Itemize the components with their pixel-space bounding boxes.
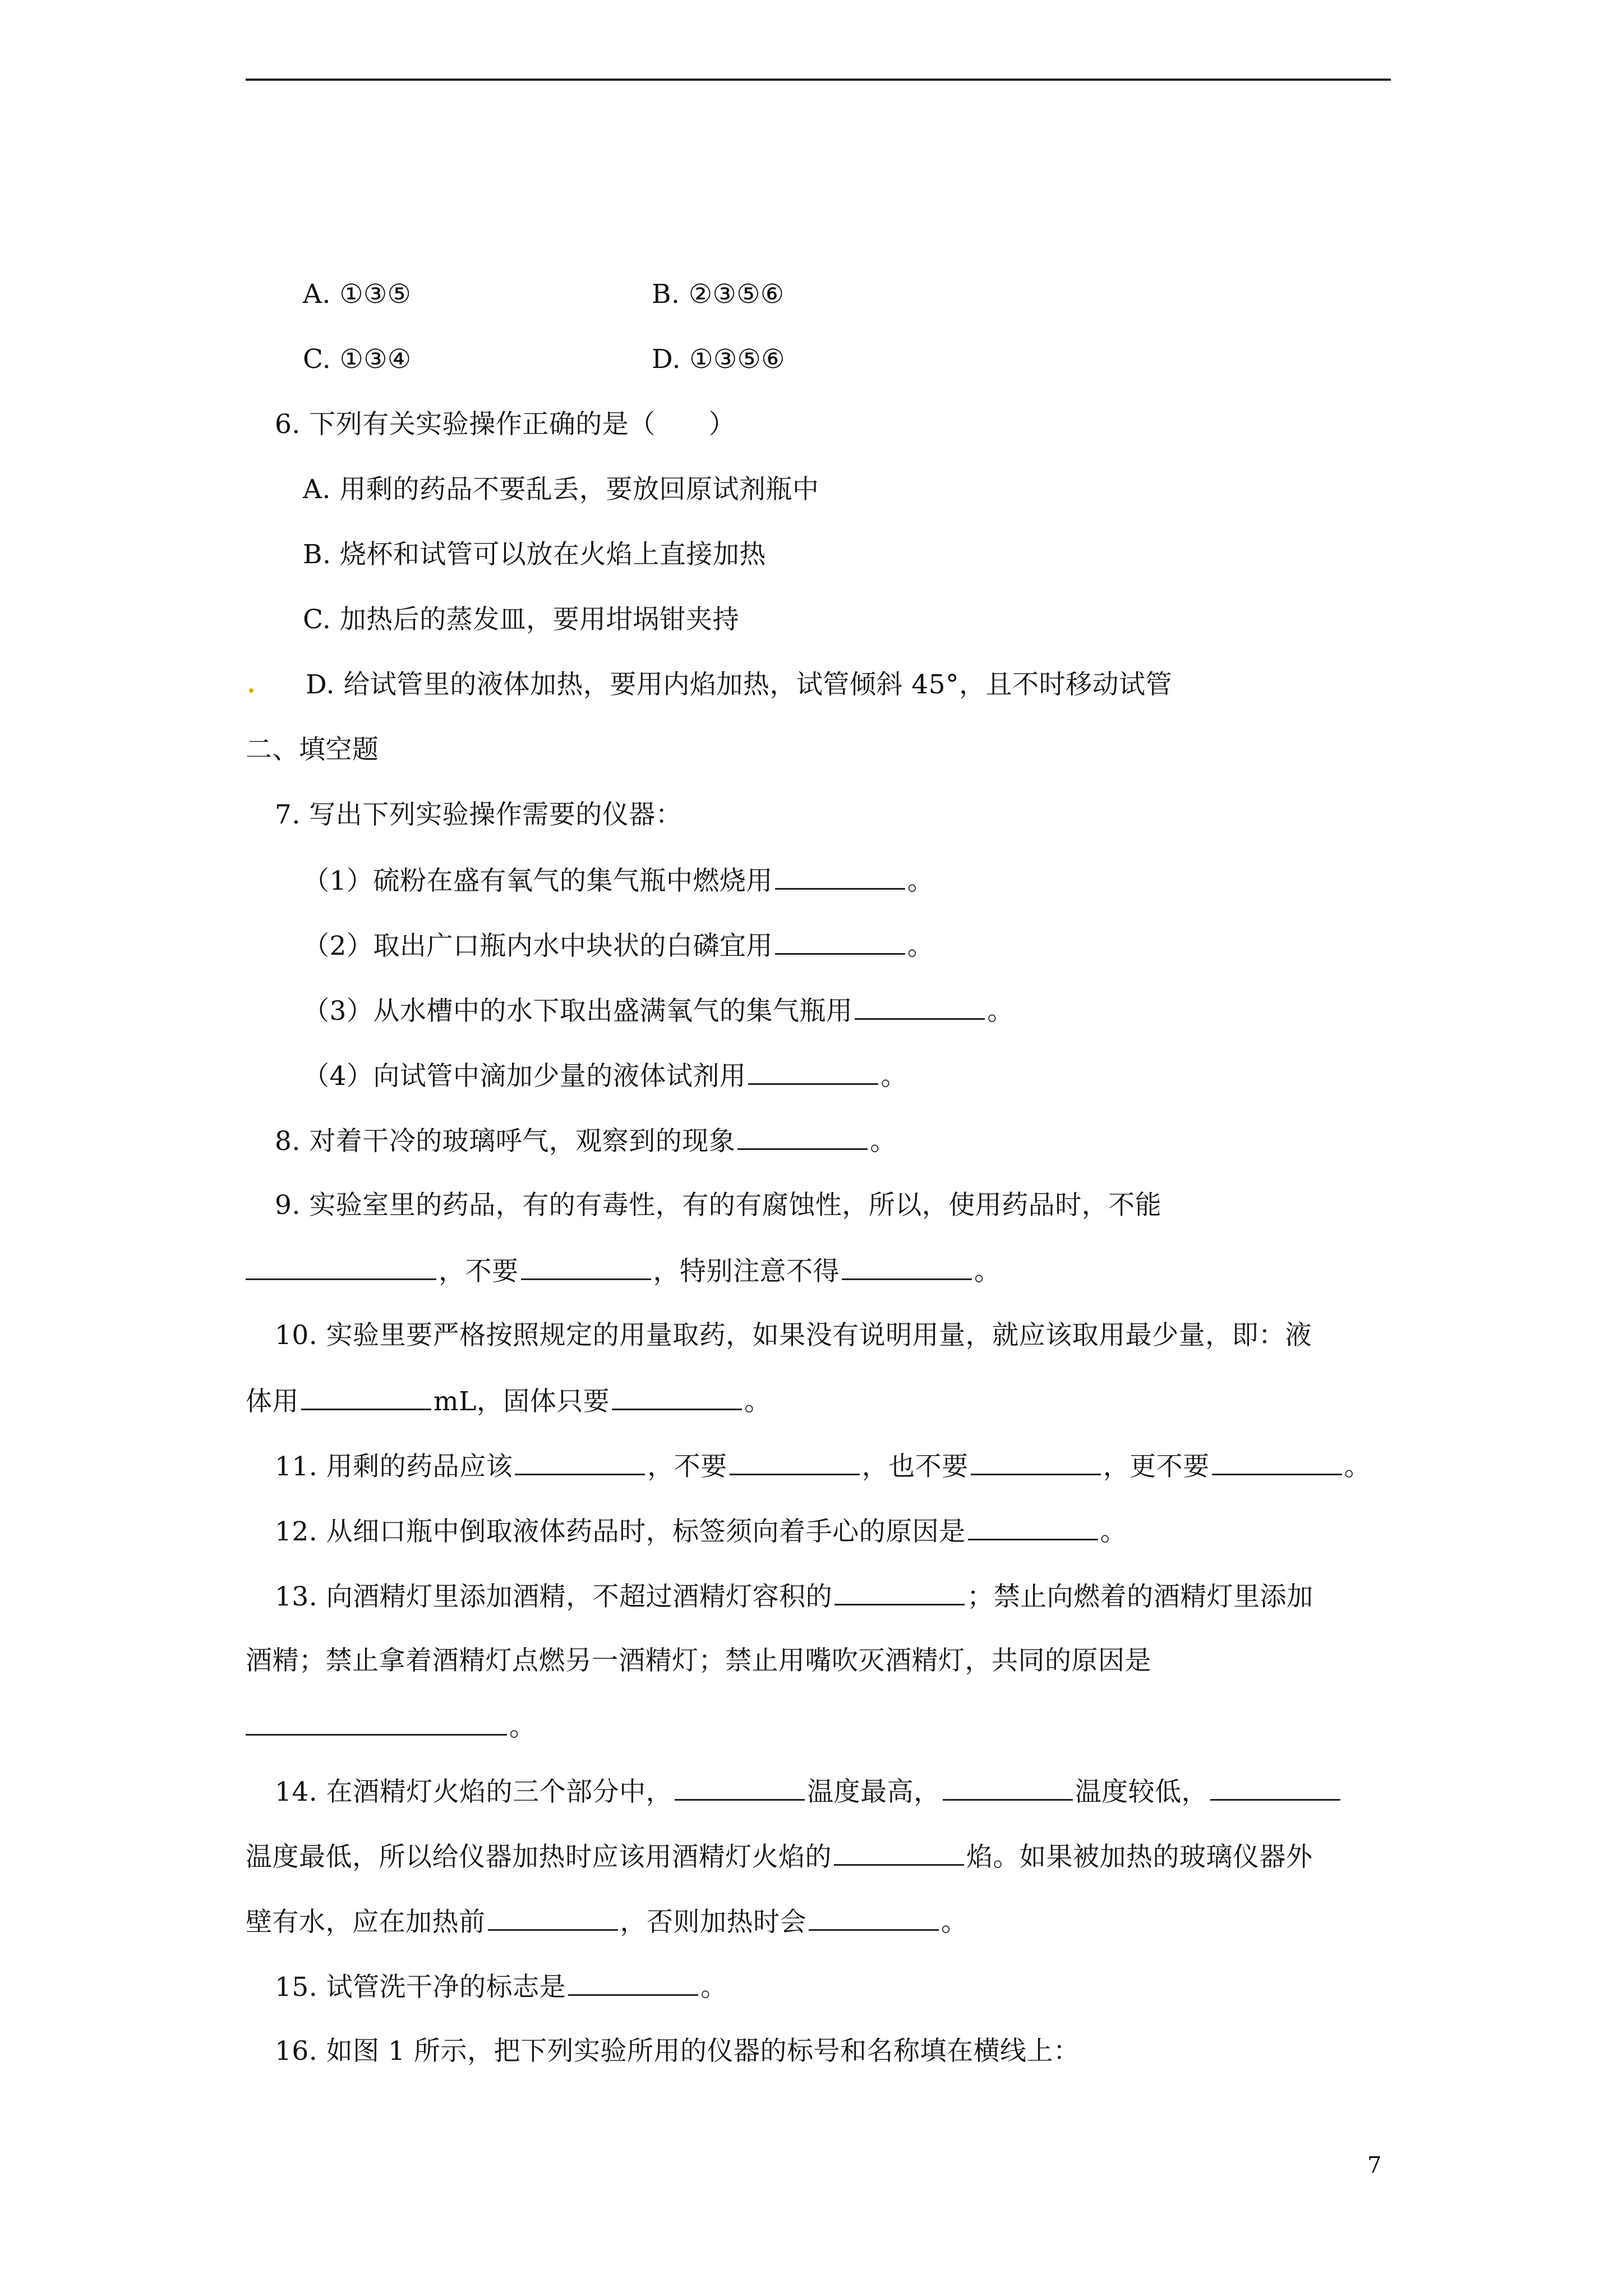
q5-option-d: D. ①③⑤⑥ bbox=[652, 344, 785, 375]
answer-blank bbox=[834, 1839, 964, 1866]
q6-option-d: D. 给试管里的液体加热，要用内焰加热，试管倾斜 45°，且不时移动试管 bbox=[306, 669, 1173, 700]
answer-blank bbox=[809, 1904, 939, 1931]
answer-blank bbox=[1212, 1449, 1342, 1475]
answer-blank bbox=[488, 1904, 618, 1931]
q5-option-b: B. ②③⑤⑥ bbox=[652, 279, 785, 310]
answer-blank bbox=[748, 1059, 878, 1085]
q8: 8. 对着干冷的玻璃呼气，观察到的现象 。 bbox=[275, 1124, 897, 1158]
q15: 15. 试管洗干净的标志是 。 bbox=[275, 1970, 727, 2004]
q6-option-c: C. 加热后的蒸发皿，要用坩埚钳夹持 bbox=[303, 604, 740, 635]
q7-stem: 7. 写出下列实验操作需要的仪器： bbox=[275, 799, 683, 830]
answer-blank bbox=[1210, 1774, 1340, 1801]
answer-blank bbox=[675, 1774, 805, 1801]
q7-item-2: （2）取出广口瓶内水中块状的白磷宜用 。 bbox=[303, 928, 934, 963]
answer-blank bbox=[834, 1579, 965, 1605]
q9-line-2: ，不要 ，特别注意不得 。 bbox=[246, 1254, 1001, 1289]
q5-option-c: C. ①③④ bbox=[303, 344, 412, 375]
page-number: 7 bbox=[1367, 2152, 1382, 2178]
answer-blank bbox=[612, 1384, 742, 1410]
q16: 16. 如图 1 所示，把下列实验所用的仪器的标号和名称填在横线上： bbox=[275, 2036, 1080, 2067]
answer-blank bbox=[775, 928, 905, 955]
q6-option-b: B. 烧杯和试管可以放在火焰上直接加热 bbox=[303, 539, 766, 570]
answer-blank bbox=[855, 993, 985, 1020]
answer-blank bbox=[246, 1254, 436, 1280]
q9-line-1: 9. 实验室里的药品，有的有毒性，有的有腐蚀性，所以，使用药品时，不能 bbox=[275, 1190, 1162, 1221]
answer-blank bbox=[515, 1449, 645, 1475]
q10-line-1: 10. 实验里要严格按照规定的用量取药，如果没有说明用量，就应该取用最少量，即：液 bbox=[275, 1320, 1312, 1351]
answer-blank bbox=[301, 1384, 431, 1410]
q7-item-4: （4）向试管中滴加少量的液体试剂用 。 bbox=[303, 1059, 907, 1093]
q14-line-3: 壁有水，应在加热前 ，否则加热时会 。 bbox=[246, 1904, 968, 1939]
answer-blank bbox=[971, 1449, 1101, 1475]
answer-blank bbox=[568, 1970, 698, 1996]
q10-line-2: 体用 mL，固体只要 。 bbox=[246, 1384, 771, 1419]
q12: 12. 从细口瓶中倒取液体药品时，标签须向着手心的原因是 。 bbox=[275, 1514, 1127, 1549]
answer-blank bbox=[943, 1774, 1073, 1801]
section-title: 二、填空题 bbox=[246, 734, 379, 765]
stray-mark bbox=[249, 688, 253, 693]
q13-line-1: 13. 向酒精灯里添加酒精，不超过酒精灯容积的 ；禁止向燃着的酒精灯里添加 bbox=[275, 1579, 1313, 1614]
answer-blank bbox=[730, 1449, 860, 1475]
q6-stem: 6. 下列有关实验操作正确的是（ ） bbox=[275, 409, 736, 440]
q13-line-3: 。 bbox=[246, 1709, 536, 1744]
answer-blank bbox=[775, 863, 905, 890]
answer-blank bbox=[968, 1514, 1098, 1540]
header-rule bbox=[246, 79, 1391, 81]
q7-item-3: （3）从水槽中的水下取出盛满氧气的集气瓶用 。 bbox=[303, 993, 1014, 1028]
q5-option-a: A. ①③⑤ bbox=[303, 279, 412, 310]
answer-blank bbox=[737, 1124, 868, 1150]
answer-blank bbox=[521, 1254, 651, 1280]
q13-line-2: 酒精；禁止拿着酒精灯点燃另一酒精灯；禁止用嘴吹灭酒精灯，共同的原因是 bbox=[246, 1645, 1151, 1676]
q11: 11. 用剩的药品应该 ，不要 ，也不要 ，更不要 。 bbox=[275, 1449, 1371, 1484]
answer-blank bbox=[842, 1254, 972, 1280]
answer-blank bbox=[246, 1709, 507, 1736]
q14-line-2: 温度最低，所以给仪器加热时应该用酒精灯火焰的 焰。如果被加热的玻璃仪器外 bbox=[246, 1839, 1313, 1874]
q6-option-a: A. 用剩的药品不要乱丢，要放回原试剂瓶中 bbox=[303, 474, 819, 505]
q7-item-1: （1）硫粉在盛有氧气的集气瓶中燃烧用 。 bbox=[303, 863, 934, 898]
q14-line-1: 14. 在酒精灯火焰的三个部分中， 温度最高， 温度较低， bbox=[275, 1774, 1343, 1809]
